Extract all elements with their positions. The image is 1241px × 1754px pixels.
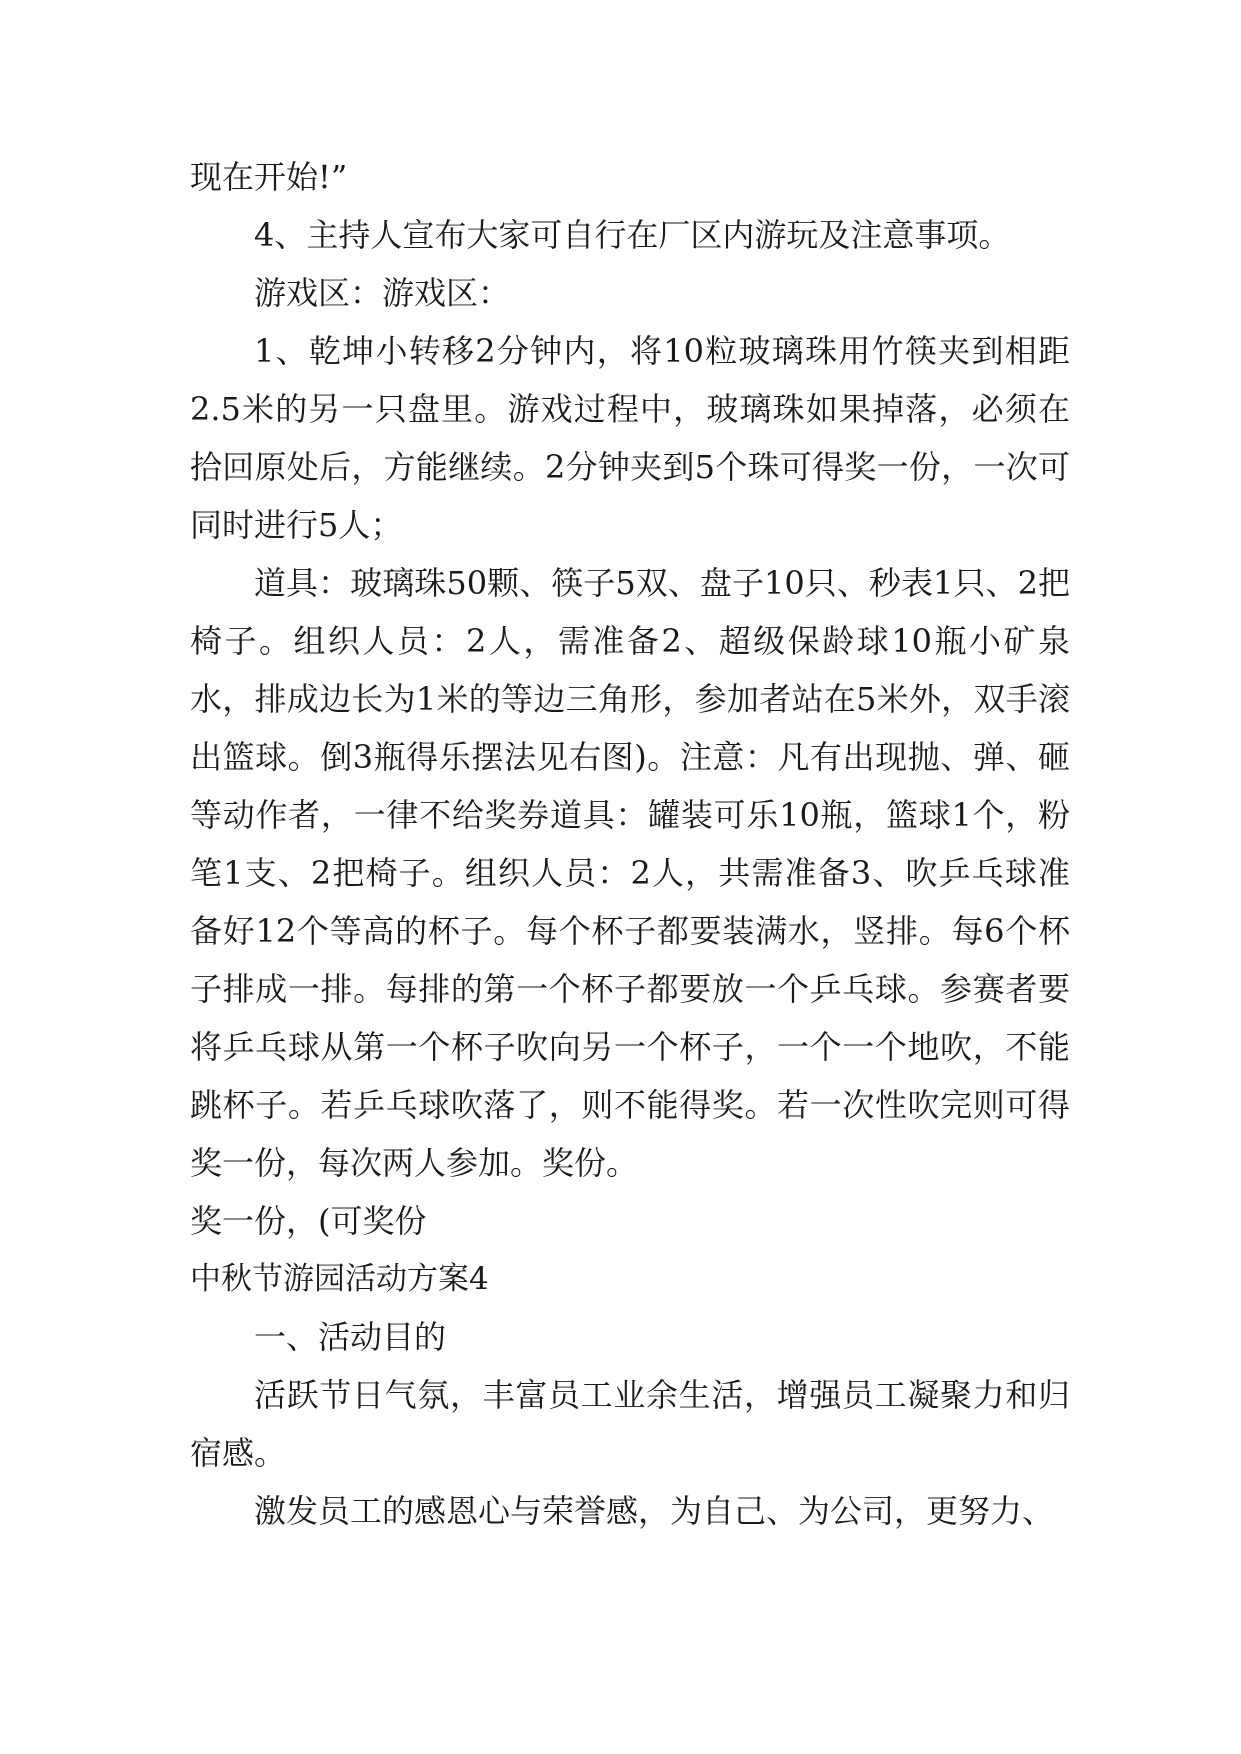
paragraph-game-area: 游戏区：游戏区： [254, 274, 511, 312]
paragraph-purpose-1: 活跃节日气氛，丰富员工业余生活，增强员工凝聚力和归宿感。 [190, 1376, 1070, 1472]
paragraph-continuation: 现在开始!” [190, 158, 348, 196]
paragraph-game-1: 1、乾坤小转移2分钟内，将10粒玻璃珠用竹筷夹到相距2.5米的另一只盘里。游戏过程中，玻璃珠如果掉落，必须在拾回原处后，方能继续。2分钟夹到5个珠可得奖一份，一次可同时进行5人； [190, 332, 1070, 544]
section-heading: 中秋节游园活动方案4 [190, 1261, 489, 1297]
paragraph-props: 道具：玻璃珠50颗、筷子5双、盘子10只、秒表1只、2把椅子。组织人员：2人，需准备2、超级保龄球10瓶小矿泉水，排成边长为1米的等边三角形，参加者站在5米外，双手滚出篮球。倒3瓶得乐摆法见右图)。注意：凡有出现抛、弹、砸等动作者，一律不给奖券道具：罐装可乐10瓶，篮球1个，粉笔1支、2把椅子。组织人员：2人，共需准备3、吹乒乓球准备好12个等高的杯子。每个杯子都要装满水，竖排。每6个杯子排成一排。每排的第一个杯子都要放一个乒乓球。参赛者要将乒乓球从第一个杯子吹向另一个杯子，一个一个地吹，不能跳杯子。若乒乓球吹落了，则不能得奖。若一次性吹完则可得奖一份，每次两人参加。奖份。 [190, 564, 1070, 1182]
paragraph-host-announcement: 4、主持人宣布大家可自行在厂区内游玩及注意事项。 [254, 216, 1011, 254]
paragraph-purpose-heading: 一、活动目的 [254, 1318, 447, 1356]
paragraph-prize: 奖一份，(可奖份 [190, 1202, 427, 1240]
paragraph-purpose-2: 激发员工的感恩心与荣誉感，为自己、为公司，更努力、 [254, 1492, 1055, 1530]
document-body [190, 148, 1070, 1540]
